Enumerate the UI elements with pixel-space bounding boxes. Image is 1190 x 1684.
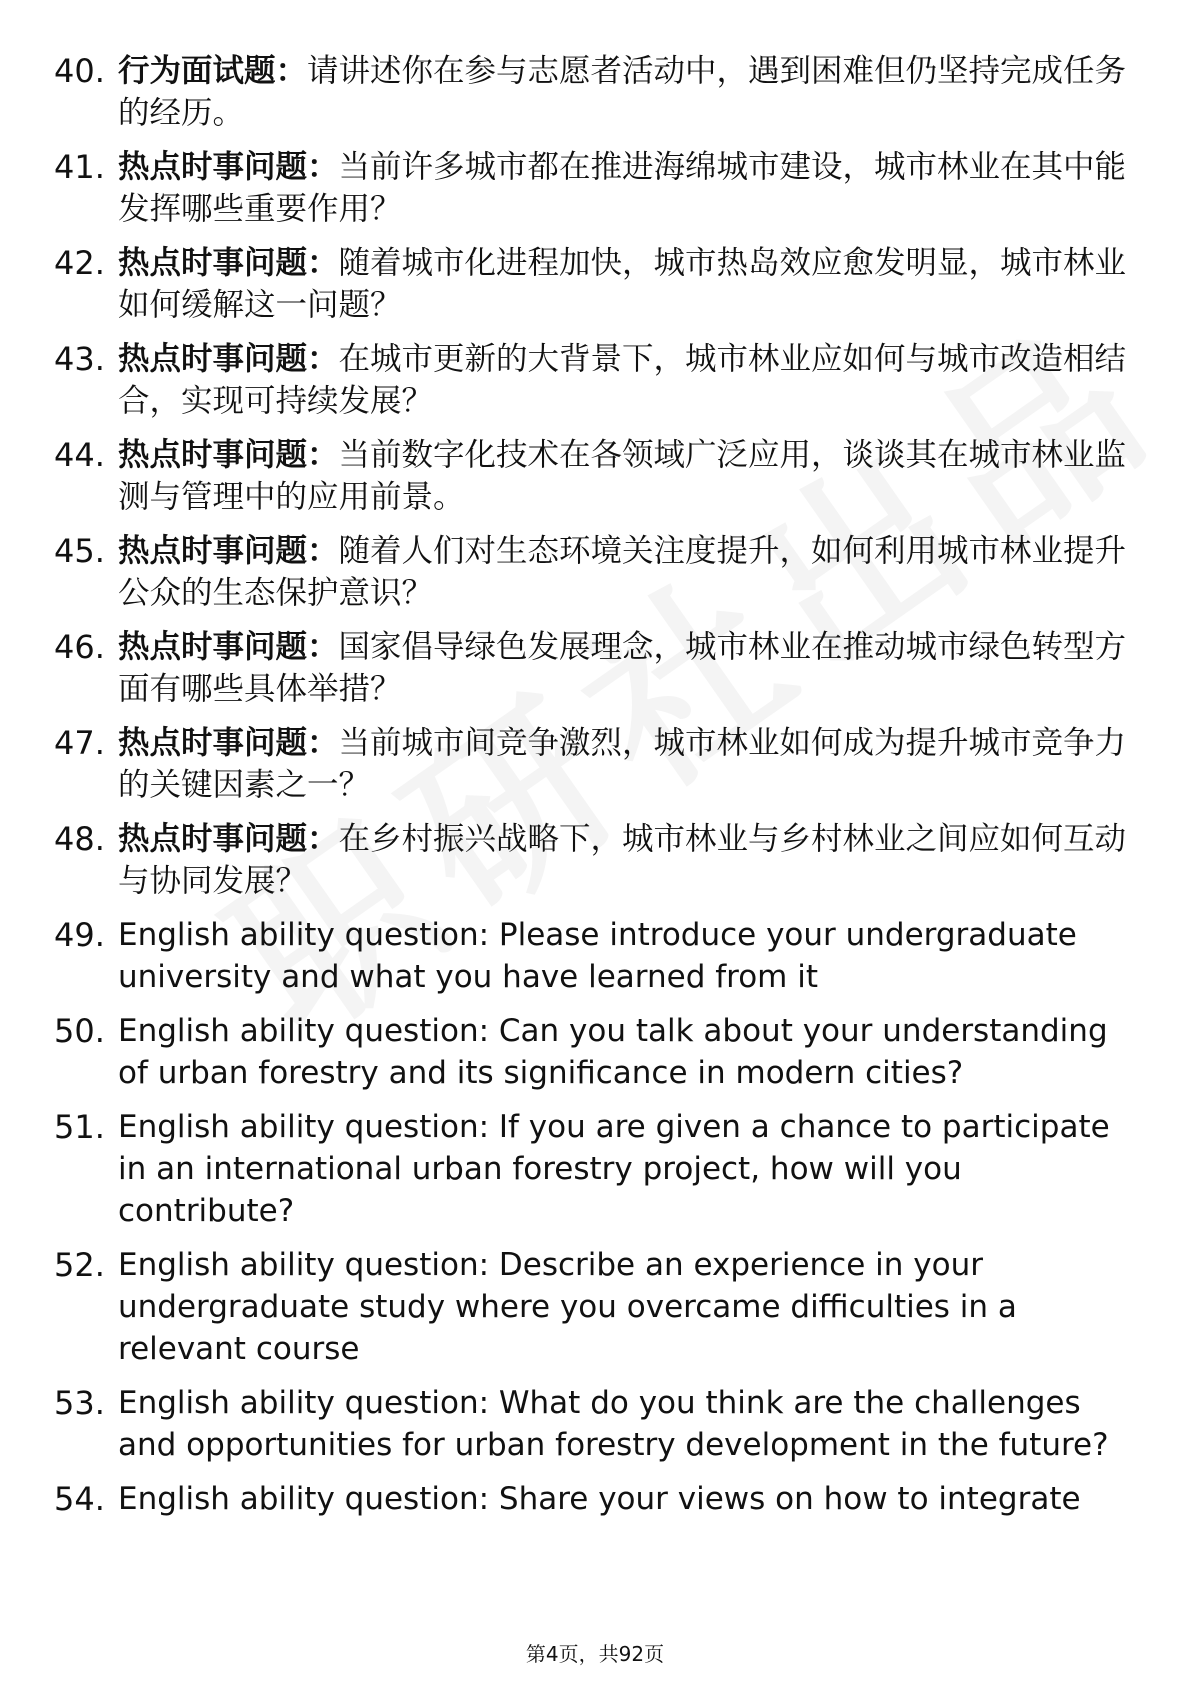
question-item (54, 530, 1134, 614)
question-item (54, 434, 1134, 518)
question-item (54, 50, 1134, 134)
question-number: 40. (54, 52, 105, 90)
question-body: English ability question: If you are given a chance to participate in an international urban forestry project, how will you contribute? (118, 1109, 1110, 1229)
question-text (118, 242, 1134, 326)
question-category: 热点时事问题： (118, 821, 339, 857)
question-text (118, 434, 1134, 518)
question-category: 热点时事问题： (118, 533, 339, 569)
question-number: 50. (54, 1012, 105, 1050)
question-body: English ability question: Please introduce your undergraduate university and what you have learned from it (118, 917, 1077, 995)
question-body: 国家倡导绿色发展理念，城市林业在推动城市绿色转型方面有哪些具体举措？ (118, 629, 1127, 707)
question-number: 41. (54, 148, 105, 186)
question-text (118, 50, 1134, 134)
question-number: 42. (54, 244, 105, 282)
question-category: 热点时事问题： (118, 245, 339, 281)
question-item (54, 914, 1134, 998)
question-text (118, 1478, 1134, 1520)
question-text (118, 914, 1134, 998)
question-text (118, 338, 1134, 422)
question-number: 54. (54, 1480, 105, 1518)
question-text (118, 1244, 1134, 1370)
question-number: 45. (54, 532, 105, 570)
question-item (54, 722, 1134, 806)
question-body: English ability question: What do you think are the challenges and opportunities for urban forestry development in the future? (118, 1385, 1109, 1463)
question-text (118, 146, 1134, 230)
question-number: 47. (54, 724, 105, 762)
page-footer: 第4页，共92页 (525, 1642, 665, 1666)
question-item (54, 818, 1134, 902)
question-text (118, 530, 1134, 614)
question-category: 热点时事问题： (118, 437, 339, 473)
question-body: English ability question: Describe an experience in your undergraduate study where you overcame difficulties in a relevant course (118, 1247, 1017, 1367)
question-item (54, 1244, 1134, 1370)
question-text (118, 1106, 1134, 1232)
question-body: 随着人们对生态环境关注度提升，如何利用城市林业提升公众的生态保护意识？ (118, 533, 1127, 611)
question-number: 51. (54, 1108, 105, 1146)
question-text (118, 818, 1134, 902)
question-text (118, 722, 1134, 806)
question-category: 行为面试题： (118, 53, 308, 89)
question-body: 当前数字化技术在各领域广泛应用，谈谈其在城市林业监测与管理中的应用前景。 (118, 437, 1127, 515)
question-body: 在乡村振兴战略下，城市林业与乡村林业之间应如何互动与协同发展？ (118, 821, 1127, 899)
question-list (54, 50, 1134, 1520)
question-number: 53. (54, 1384, 105, 1422)
question-item (54, 626, 1134, 710)
question-number: 44. (54, 436, 105, 474)
question-body: English ability question: Can you talk about your understanding of urban forestry and its significance in modern cities? (118, 1013, 1108, 1091)
question-item (54, 338, 1134, 422)
question-item (54, 1478, 1134, 1520)
question-number: 52. (54, 1246, 105, 1284)
question-category: 热点时事问题： (118, 629, 339, 665)
question-body: English ability question: Share your views on how to integrate (118, 1481, 1081, 1517)
question-number: 46. (54, 628, 105, 666)
question-item (54, 242, 1134, 326)
question-item (54, 1010, 1134, 1094)
question-body: 当前许多城市都在推进海绵城市建设，城市林业在其中能发挥哪些重要作用？ (118, 149, 1127, 227)
question-text (118, 626, 1134, 710)
question-body: 请讲述你在参与志愿者活动中，遇到困难但仍坚持完成任务的经历。 (118, 53, 1127, 131)
question-category: 热点时事问题： (118, 341, 339, 377)
question-number: 48. (54, 820, 105, 858)
question-body: 当前城市间竞争激烈，城市林业如何成为提升城市竞争力的关键因素之一？ (118, 725, 1127, 803)
question-text (118, 1382, 1134, 1466)
question-number: 49. (54, 916, 105, 954)
question-text (118, 1010, 1134, 1094)
question-item (54, 1382, 1134, 1466)
question-category: 热点时事问题： (118, 149, 339, 185)
question-category: 热点时事问题： (118, 725, 339, 761)
question-item (54, 146, 1134, 230)
question-number: 43. (54, 340, 105, 378)
question-item (54, 1106, 1134, 1232)
question-body: 随着城市化进程加快，城市热岛效应愈发明显，城市林业如何缓解这一问题？ (118, 245, 1127, 323)
question-body: 在城市更新的大背景下，城市林业应如何与城市改造相结合，实现可持续发展？ (118, 341, 1127, 419)
